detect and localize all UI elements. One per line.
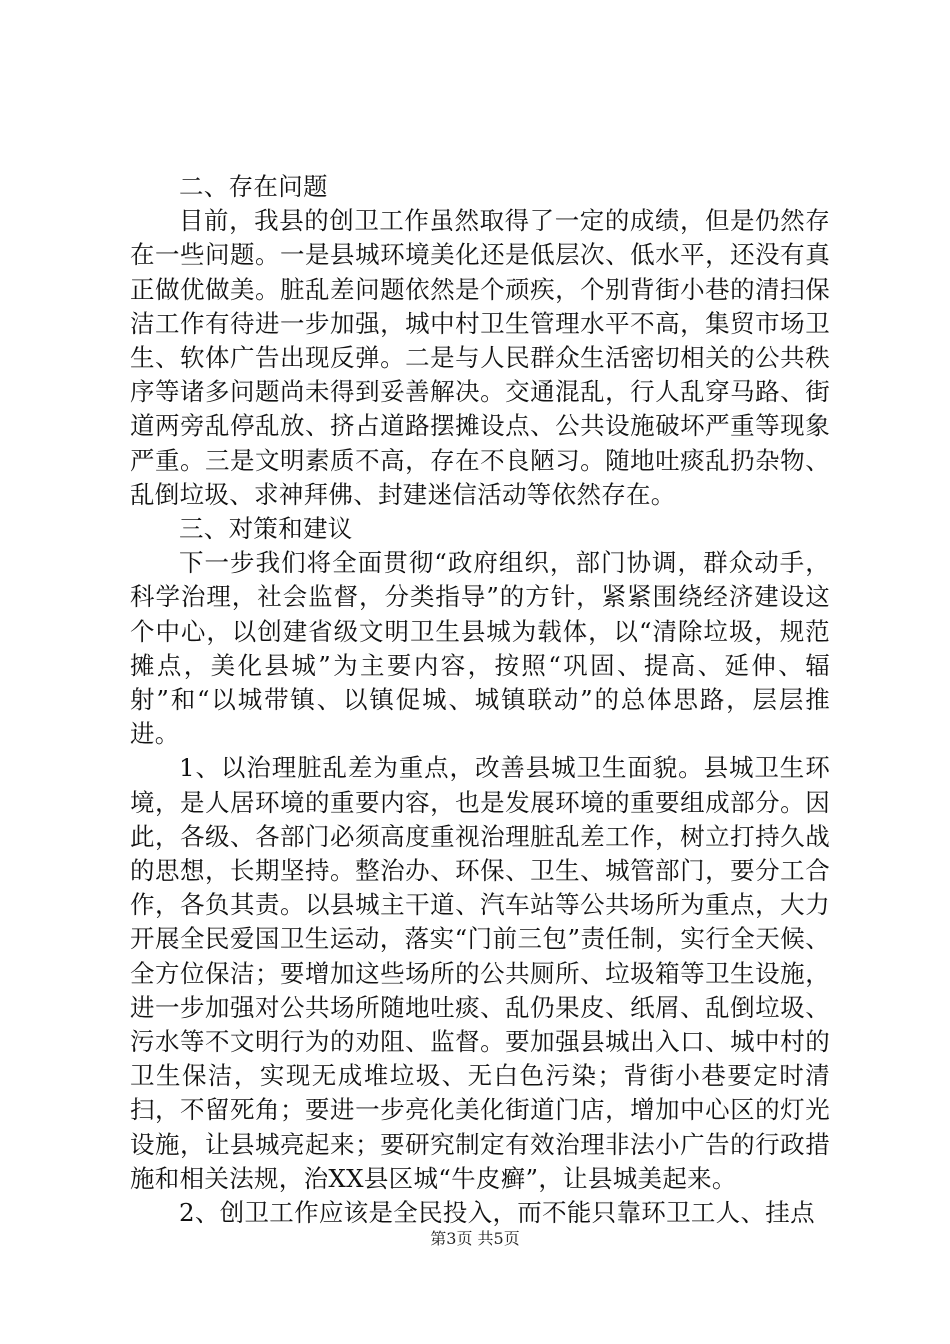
paragraph-point-1: 1、以治理脏乱差为重点，改善县城卫生面貌。县城卫生环境，是人居环境的重要内容，也是发展环境的重要组成部分。因此，各级、各部门必须高度重视治理脏乱差工作，树立打持久战的思想，长期坚持。整治办、环保、卫生、城管部门，要分工合作，各负其责。以县城主干道、汽车站等公共场所为重点，大力开展全民爱国卫生运动，落实“门前三包”责任制，实行全天候、全方位保洁；要增加这些场所的公共厕所、垃圾箱等卫生设施，进一步加强对公共场所随地吐痰、乱仍果皮、纸屑、乱倒垃圾、污水等不文明行为的劝阻、监督。要加强县城出入口、城中村的卫生保洁，实现无成堆垃圾、无白色污染；背街小巷要定时清扫，不留死角；要进一步亮化美化街道门店，增加中心区的灯光设施，让县城亮起来；要研究制定有效治理非法小广告的行政措施和相关法规，治XX县区城“牛皮癣”，让县城美起来。: [130, 753, 830, 1193]
page-number-footer: 第3页 共5页: [430, 1229, 520, 1248]
paragraph-problems: 目前，我县的创卫工作虽然取得了一定的成绩，但是仍然存在一些问题。一是县城环境美化还是低层次、低水平，还没有真正做优做美。脏乱差问题依然是个顽疾，个别背街小巷的清扫保洁工作有待进一步加强，城中村卫生管理水平不高，集贸市场卫生、软体广告出现反弹。二是与人民群众生活密切相关的公共秩序等诸多问题尚未得到妥善解决。交通混乱，行人乱穿马路、街道两旁乱停乱放、挤占道路摆摊设点、公共设施破坏严重等现象严重。三是文明素质不高，存在不良陋习。随地吐痰乱扔杂物、乱倒垃圾、求神拜佛、封建迷信活动等依然存在。: [130, 206, 830, 509]
paragraph-next-steps: 下一步我们将全面贯彻“政府组织，部门协调，群众动手，科学治理，社会监督，分类指导”的方针，紧紧围绕经济建设这个中心，以创建省级文明卫生县城为载体，以“清除垃圾，规范摊点，美化县城”为主要内容，按照“巩固、提高、延伸、辐射”和“以城带镇、以镇促城、城镇联动”的总体思路，层层推进。: [130, 548, 830, 749]
section-heading-problems: 二、存在问题: [179, 172, 328, 201]
paragraph-point-2: 2、创卫工作应该是全民投入，而不能只靠环卫工人、挂点: [179, 1198, 815, 1228]
section-heading-measures: 三、对策和建议: [179, 514, 353, 544]
document-body: [130, 170, 830, 1230]
